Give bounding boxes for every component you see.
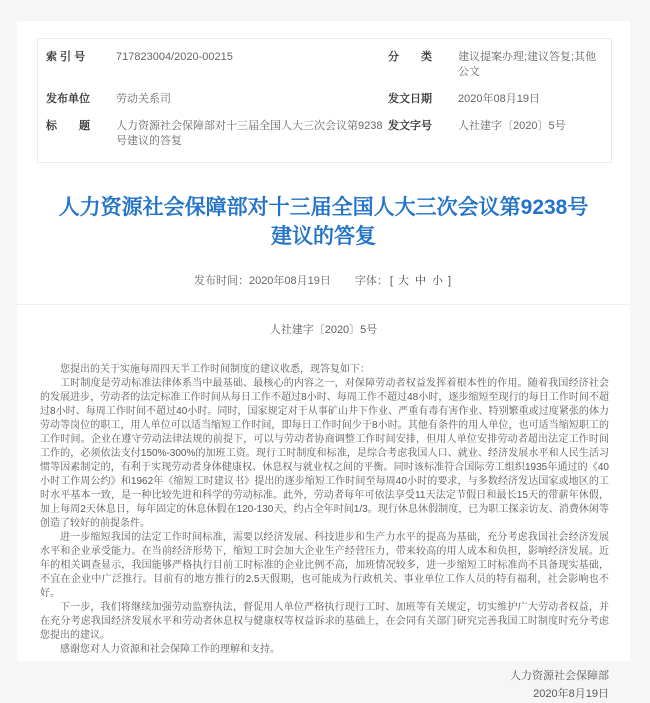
metadata-table [37, 38, 612, 163]
meta-label-category: 分 类 [388, 51, 432, 63]
paragraph-next-steps: 下一步，我们将继续加强劳动监察执法，督促用人单位严格执行现行工时、加班等有关规定，切实维护广大劳动者权益，并在充分考虑我国经济发展水平和劳动者休息权与健康权等权益诉求的基础上，在会同有关部门研究完善我国工时制度时充分考虑您提出的建议。 [40, 602, 609, 641]
section-divider [17, 304, 630, 305]
paragraph-feasibility: 进一步缩短我国的法定工作时间标准，需要以经济发展、科技进步和生产力水平的提高为基础，充分考虑我国社会经济发展水平和企业承受能力。在当前经济形势下，缩短工时会加大企业生产经营压力，带来较高的用人成本和负担，影响经济发展。近年的相关调查显示，我国能够严格执行目前工时标准的企业比例不高，加班情况较多，进一步缩短工时标准尚不具备现实基础，不宜在企业中广泛推行。目前有的地方推行的2.5天假期，也可能成为行政机关、事业单位工作人员的特有福利，社会影响也不好。 [40, 532, 609, 599]
font-size-small-button[interactable]: 小 [431, 275, 443, 287]
meta-value-issue-date: 2020年08月19日 [458, 93, 540, 105]
article-body [40, 363, 609, 657]
meta-label-doc-number: 发文字号 [388, 120, 432, 132]
meta-value-publishing-unit: 劳动关系司 [116, 93, 171, 105]
signature-date: 2020年8月19日 [533, 688, 609, 700]
font-size-bracket-close: ] [447, 275, 452, 287]
font-size-bracket-open: [ [389, 275, 393, 287]
meta-label-publishing-unit: 发布单位 [46, 93, 90, 105]
publish-time-label: 发布时间： [193, 275, 249, 287]
document-number: 人社建字〔2020〕5号 [269, 324, 378, 336]
meta-label-title: 标 题 [46, 120, 90, 132]
meta-value-title: 人力资源社会保障部对十三届全国人大三次会议第9238号建议的答复 [116, 120, 383, 147]
meta-value-index-number: 717823004/2020-00215 [116, 51, 233, 63]
paragraph-thanks: 感谢您对人力资源和社会保障工作的理解和支持。 [60, 644, 280, 655]
signature-org: 人力资源社会保障部 [510, 670, 609, 682]
meta-value-category: 建议提案办理;建议答复;其他公文 [458, 51, 597, 78]
document-card [17, 21, 630, 700]
font-size-large-button[interactable]: 大 [397, 275, 409, 287]
font-size-medium-button[interactable]: 中 [414, 275, 426, 287]
publish-time-value: 2020年08月19日 [248, 275, 331, 287]
paragraph-greeting: 您提出的关于实施每周四天半工作时间制度的建议收悉，现答复如下： [60, 364, 370, 375]
publish-line [17, 272, 630, 288]
meta-value-doc-number: 人社建字〔2020〕5号 [458, 120, 566, 132]
page-title: 人力资源社会保障部对十三届全国人大三次会议第9238号建议的答复 [58, 196, 589, 248]
font-size-label: 字体： [354, 275, 388, 287]
meta-label-issue-date: 发文日期 [388, 93, 432, 105]
paragraph-current-system: 工时制度是劳动标准法律体系当中最基础、最核心的内容之一，对保障劳动者权益发挥着根本性的作用。随着我国经济社会的发展进步，劳动者的法定标准工作时间从每日工作不超过8小时、每周工作不超过48小时，逐步缩短至现行的每日工作时间不超过8小时、每周工作时间不超过40小时。同时，国家规定对于从事矿山井下作业、严重有毒有害作业、特别繁重或过度紧张的体力劳动等岗位的职工，用人单位可以适当缩短工作时间，即每日工作时间少于8小时。其他有条件的用人单位，也可适当缩短职工的工作时间。企业在遵守劳动法律法规的前提下，可以与劳动者协商调整工作时间安排，但用人单位安排劳动者超出法定工作时间工作的，必须依法支付150%-300%的加班工资。现行工时制度和标准，是综合考虑我国人口、就业、经济发展水平和人民生活习惯等因素制定的，有利于实现劳动者身体健康权、休息权与就业权之间的平衡。同时该标准符合国际劳工组织1935年通过的《40小时工作周公约》和1962年《缩短工时建议书》提出的逐步缩短工作时间至每周40小时的要求，与多数经济发达国家或地区的工时水平基本一致，是一种比较先进和科学的劳动标准。此外，劳动者每年可依法享受11天法定节假日和最长15天的带薪年休假，加上每周2天休息日，每年固定的休息休假在120-130天，约占全年时间1/3。现行休息休假制度，已为职工探亲访友、消费休闲等创造了较好的前提条件。 [40, 378, 609, 529]
meta-label-index-number: 索 引 号 [46, 51, 86, 63]
signature-block [17, 667, 630, 703]
